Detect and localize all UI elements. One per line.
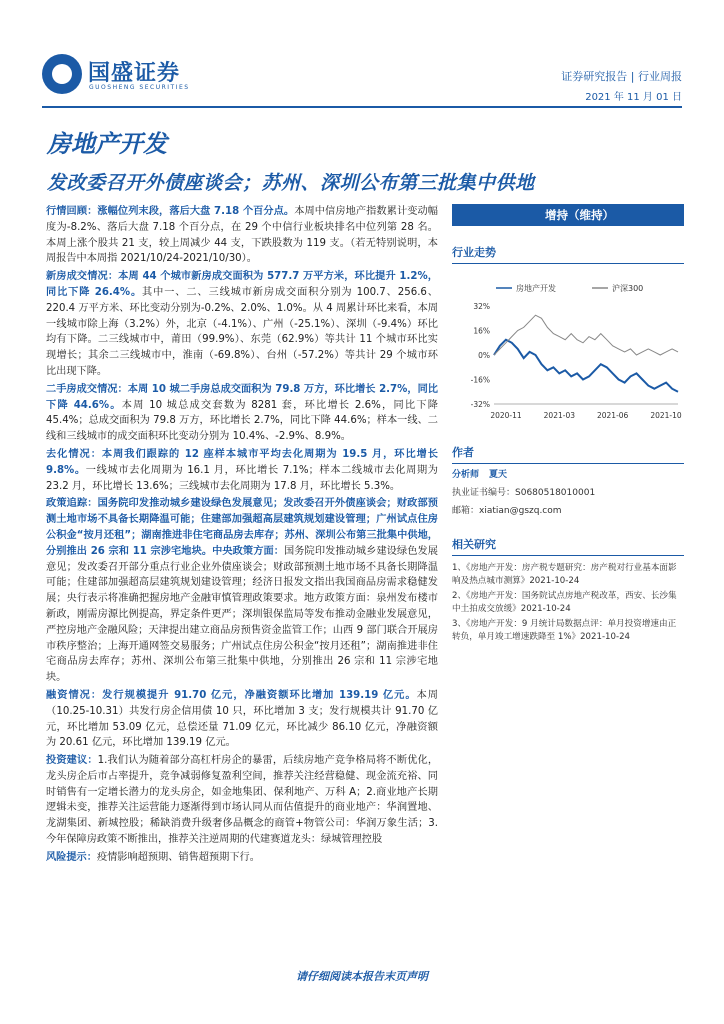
email-line: 邮箱：xiatian@gszq.com [452, 506, 562, 516]
y-tick-label: 16% [473, 326, 490, 336]
paragraph-secondhand-sales: 二手房成交情况：本周 10 城二手房总成交面积为 79.8 万方，环比增长 2.7%，同比下降 44.6%。本周 10 城总成交套数为 8281 套，环比增长 2.6%，同比下降 45.4%；总成交面积为 79.8 万方，环比增长 2.7%，同比下降 44.6%；样本一线、二线和三线城市的成交面积环比变动分别为 10.4%、-2.9%、8.9%。 [46, 383, 438, 443]
list-item[interactable]: 2、《房地产开发：国务院试点房地产税改革，西安、长沙集中土拍成交放缓》2021-10-24 [452, 591, 677, 614]
analyst-name: 夏天 [489, 470, 508, 480]
series-line [494, 315, 678, 355]
footer-disclaimer: 请仔细阅读本报告末页声明 [296, 970, 428, 983]
paragraph-market-review: 行情回顾：涨幅位列末段，落后大盘 7.18 个百分点。本周中信房地产指数累计变动幅度为-8.2%、落后大盘 7.18 个百分点，在 29 个中信行业板块排名中位列第 28 名。本周上涨个股共 21 支，较上周减少 44 支，下跌股数为 119 支。（若无特别说明，本周报告中本周指 2021/10/24-2021/10/30）。 [46, 206, 438, 265]
y-tick-label: -32% [470, 400, 490, 409]
paragraph-policy: 政策追踪：国务院印发推动城乡建设绿色发展意见；发改委召开外债座谈会；财政部预测土地市场不具备长期降温可能；住建部加强超高层建筑规划建设管理；广州试点住房公积金“按月还租”；湖南推进非住宅商品房去库存；苏州、深圳公布第三批集中供地，分别推出 26 宗和 11 宗涉宅地块。中央政策方面：国务院印发推动城乡建设绿色发展意见；发改委召开部分重点行业企业外债座谈会；财政部预测土地市场不具备长期降温可能；住建部加强超高层建筑规划建设管理；经济日报发文指出我国商品房需求稳健发展；央行表示将准确把握房地产金融审慎管理政策要求。地方政策方面：泉州发布楼市新政，刚需房源比例提高，界定条件更严；深圳银保监局等发布推动金融业发展意见，严控房地产金融风险；天津提出建立商品房预售资金监管工作；山西 9 部门联合开展房市秩序整治；上海开通网签交易服务；广州试点住房公积金“按月还租”；湖南推进非住宅商品房去库存；苏州、深圳公布第三批集中供地，分别推出 26 宗和 11 宗涉宅地块。 [46, 498, 438, 684]
report-type: 证券研究报告 | 行业周报 [561, 70, 682, 83]
x-tick-label: 2021-10 [650, 411, 682, 420]
related-research-list [452, 562, 684, 643]
guosheng-logo-icon [42, 54, 82, 94]
legend-label: 房地产开发 [516, 284, 556, 293]
paragraph-new-home-sales: 新房成交情况：本周 44 个城市新房成交面积为 577.7 万平方米，环比提升 1.2%，同比下降 26.4%。其中一、二、三线城市新房成交面积分别为 100.7、256.6、220.4 万平方米、环比变动分别为-0.2%、2.0%、1.0%。从 4 周累计环比来看，本周一线城市除上海（3.2%）外，北京（-4.1%）、广州（-25.1%）、深圳（-9.4%）环比均有下降。二三线城市中，莆田（99.9%）、东莞（62.9%）等共计 11 个城市环比实现增长；其余二三线城市中，淮南（-69.8%）、台州（-57.2%）等共计 29 个城市环比出现下降。 [46, 271, 438, 377]
report-title: 发改委召开外债座谈会；苏州、深圳公布第三批集中供地 [47, 172, 535, 194]
analyst-line: 分析师 夏天 [452, 470, 508, 480]
author-heading: 作者 [452, 444, 684, 464]
brand-name-en: GUOSHENG SECURITIES [89, 84, 190, 91]
x-tick-label: 2021-03 [543, 411, 576, 420]
paragraph-investment-advice: 投资建议：1.我们认为随着部分高杠杆房企的暴雷，后续房地产竞争格局将不断优化，龙头房企后市占率提升，竞争减弱修复盈利空间，推荐关注经营稳健、现金流充裕、同时销售有一定增长潜力的龙头房企，如金地集团、保利地产、万科 A；2.商业地产长期逻辑未变，推荐关注运营能力逐渐得到市场认同从而估值提升的商业地产：华润置地、龙湖集团、新城控股；稀缺消费升级奢侈品概念的商管+物管公司：华润万象生活；3.今年保障房政策不断推出，推荐关注逆周期的代建赛道龙头：绿城管理控股 [46, 755, 439, 846]
list-item[interactable]: 3、《房地产开发：9 月统计局数据点评：单月投资增速由正转负，单月竣工增速跌降至 1%》2021-10-24 [452, 619, 677, 642]
y-tick-label: 32% [473, 302, 490, 311]
header-divider [42, 106, 682, 108]
x-tick-label: 2021-06 [596, 411, 629, 420]
sidebar [452, 204, 684, 646]
email-link[interactable]: xiatian@gszq.com [479, 506, 562, 516]
industry-title: 房地产开发 [47, 130, 167, 158]
report-body [46, 204, 438, 868]
cert-number: S0680518010001 [515, 488, 596, 498]
legend-label: 沪深300 [612, 284, 644, 293]
list-item[interactable]: 1、《房地产开发：房产税专题研究：房产税对行业基本面影响及热点城市测算》2021-10-24 [452, 563, 677, 586]
paragraph-risk: 风险提示：疫情影响超预期、销售超预期下行。 [46, 851, 260, 863]
trend-chart-svg [452, 276, 684, 424]
report-header [0, 0, 724, 112]
x-tick-label: 2020-11 [490, 411, 522, 420]
brand-name: 国盛证券 [88, 61, 181, 86]
y-tick-label: -16% [470, 375, 490, 385]
paragraph-financing: 融资情况：发行规模提升 91.70 亿元，净融资额环比增加 139.19 亿元。本周（10.25-10.31）共发行房企信用债 10 只，环比增加 3 支；发行规模共计 91.70 亿元，环比增加 53.09 亿元，总偿还量 71.09 亿元，环比减少 86.10 亿元，净融资额为 20.61 亿元，环比增加 139.19 亿元。 [46, 689, 438, 749]
y-tick-label: 0% [478, 351, 490, 360]
related-research-heading: 相关研究 [452, 536, 684, 556]
trend-chart [452, 276, 684, 424]
paragraph-inventory: 去化情况：本周我们跟踪的 12 座样本城市平均去化周期为 19.5 月，环比增长 9.8%。一线城市去化周期为 16.1 月，环比增长 7.1%；样本二线城市去化周期为 23.2 月，环比增长 13.6%；三线城市去化周期为 17.8 月，环比增长 5.3%。 [46, 448, 438, 492]
trend-heading: 行业走势 [452, 244, 684, 264]
series-line [494, 340, 678, 392]
rating-badge: 增持（维持） [452, 204, 684, 226]
report-date: 2021 年 11 月 01 日 [585, 92, 682, 103]
cert-line: 执业证书编号：S0680518010001 [452, 488, 596, 498]
